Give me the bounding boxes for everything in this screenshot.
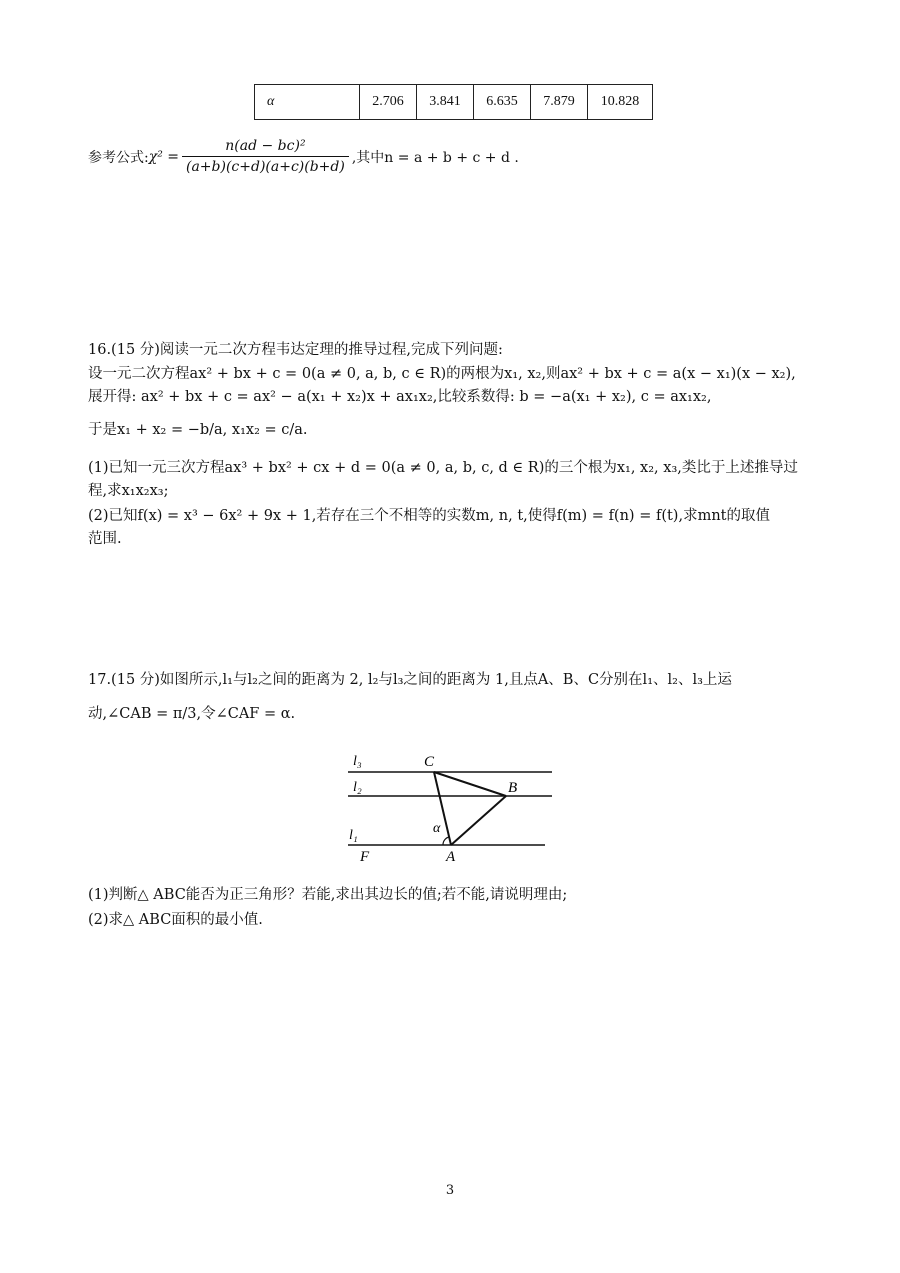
q16-part2-line2: 范围. — [88, 531, 122, 547]
table-row — [255, 85, 653, 120]
reference-formula — [88, 138, 519, 175]
formula-lhs: χ² = — [148, 148, 179, 165]
label-point-a: A — [446, 849, 456, 865]
table-header-alpha: α — [255, 85, 360, 120]
q16-derivation-2: 展开得: ax² + bx + c = ax² − a(x₁ + x₂)x + ax₁x₂,比较系数得: b = −a(x₁ + x₂), c = ax₁x₂, — [88, 389, 712, 405]
table-cell: 3.841 — [417, 85, 474, 120]
q16-derivation-3: 于是x₁ + x₂ = −b/a, x₁x₂ = c/a. — [88, 422, 308, 438]
label-point-c: C — [424, 754, 435, 770]
formula-numerator: n(ad − bc)² — [225, 138, 306, 154]
formula-fraction — [182, 138, 349, 175]
label-point-b: B — [508, 780, 518, 796]
label-l2: l₂ — [353, 780, 362, 795]
formula-denominator: (a+b)(c+d)(a+c)(b+d) — [182, 156, 349, 175]
label-point-f: F — [360, 849, 370, 865]
q16-part1-line2: 程,求x₁x₂x₃; — [88, 483, 169, 499]
formula-label: 参考公式: — [88, 149, 149, 166]
label-alpha: α — [433, 821, 441, 836]
table-cell: 10.828 — [588, 85, 653, 120]
table-cell: 2.706 — [360, 85, 417, 120]
table-cell: 6.635 — [474, 85, 531, 120]
label-l3: l₃ — [353, 754, 362, 769]
q17-part2: (2)求△ ABC面积的最小值. — [88, 912, 263, 928]
table-cell: 7.879 — [531, 85, 588, 120]
formula-tail: ,其中n = a + b + c + d . — [351, 149, 519, 166]
critical-value-table — [254, 84, 653, 120]
segment-cb — [434, 772, 506, 796]
q16-title: 16.(15 分)阅读一元二次方程韦达定理的推导过程,完成下列问题: — [88, 342, 503, 358]
q17-part1: (1)判断△ ABC能否为正三角形？若能,求出其边长的值;若不能,请说明理由; — [88, 887, 568, 903]
label-l1: l₁ — [349, 828, 358, 843]
segment-ba — [451, 796, 506, 845]
geometry-figure — [340, 745, 570, 870]
q16-derivation-1: 设一元二次方程ax² + bx + c = 0(a ≠ 0, a, b, c ∈ R)的两根为x₁, x₂,则ax² + bx + c = a(x − x₁)(x − x₂), — [88, 366, 796, 382]
angle-alpha-arc — [443, 837, 449, 845]
q16-part1-line1: (1)已知一元三次方程ax³ + bx² + cx + d = 0(a ≠ 0, a, b, c, d ∈ R)的三个根为x₁, x₂, x₃,类比于上述推导过 — [88, 460, 798, 476]
q17-title: 17.(15 分)如图所示,l₁与l₂之间的距离为 2, l₂与l₃之间的距离为 1,且点A、B、C分别在l₁、l₂、l₃上运 — [88, 672, 732, 688]
q16-part2-line1: (2)已知f(x) = x³ − 6x² + 9x + 1,若存在三个不相等的实数m, n, t,使得f(m) = f(n) = f(t),求mnt的取值 — [88, 508, 770, 524]
q17-condition: 动,∠CAB = π/3,令∠CAF = α. — [88, 706, 296, 722]
page-number: 3 — [445, 1183, 455, 1198]
